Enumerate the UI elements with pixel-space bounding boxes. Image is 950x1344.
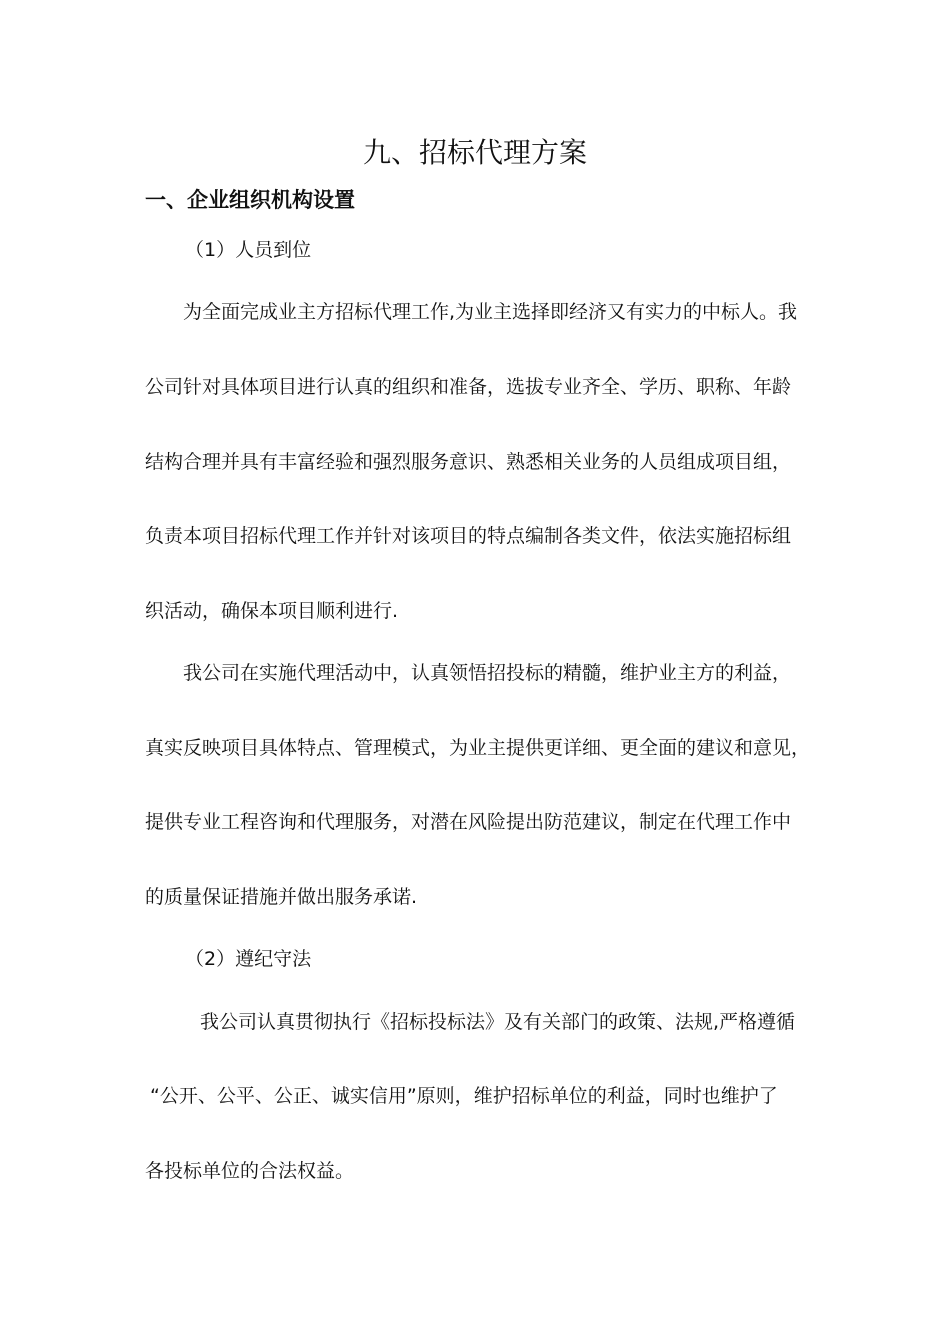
paragraph-line: 为全面完成业主方招标代理工作,为业主选择即经济又有实力的中标人。我 (183, 301, 798, 323)
paragraph-line: 织活动，确保本项目顺利进行. (145, 600, 399, 622)
paragraph-line: 的质量保证措施并做出服务承诺. (145, 886, 418, 908)
paragraph-line: 真实反映项目具体特点、管理模式，为业主提供更详细、更全面的建议和意见， (145, 737, 811, 759)
section-heading-organization: 一、企业组织机构设置 (145, 188, 355, 212)
paragraph-line: 我公司在实施代理活动中，认真领悟招投标的精髓，维护业主方的利益， (183, 662, 792, 684)
paragraph-line: 我公司认真贯彻执行《招标投标法》及有关部门的政策、法规,严格遵循 (200, 1011, 796, 1033)
subheading-staffing: （1）人员到位 (185, 239, 312, 261)
paragraph-line: 各投标单位的合法权益。 (145, 1160, 355, 1182)
paragraph-line: 结构合理并具有丰富经验和强烈服务意识、熟悉相关业务的人员组成项目组， (145, 451, 792, 473)
paragraph-line: 负责本项目招标代理工作并针对该项目的特点编制各类文件，依法实施招标组 (145, 525, 792, 547)
document-title: 九、招标代理方案 (362, 136, 587, 169)
subheading-compliance: （2）遵纪守法 (185, 948, 312, 970)
paragraph-line: 公司针对具体项目进行认真的组织和准备，选拔专业齐全、学历、职称、年龄 (145, 376, 792, 398)
paragraph-line: “公开、公平、公正、诚实信用”原则，维护招标单位的利益，同时也维护了 (150, 1085, 778, 1107)
paragraph-line: 提供专业工程咨询和代理服务，对潜在风险提出防范建议，制定在代理工作中 (145, 811, 792, 833)
